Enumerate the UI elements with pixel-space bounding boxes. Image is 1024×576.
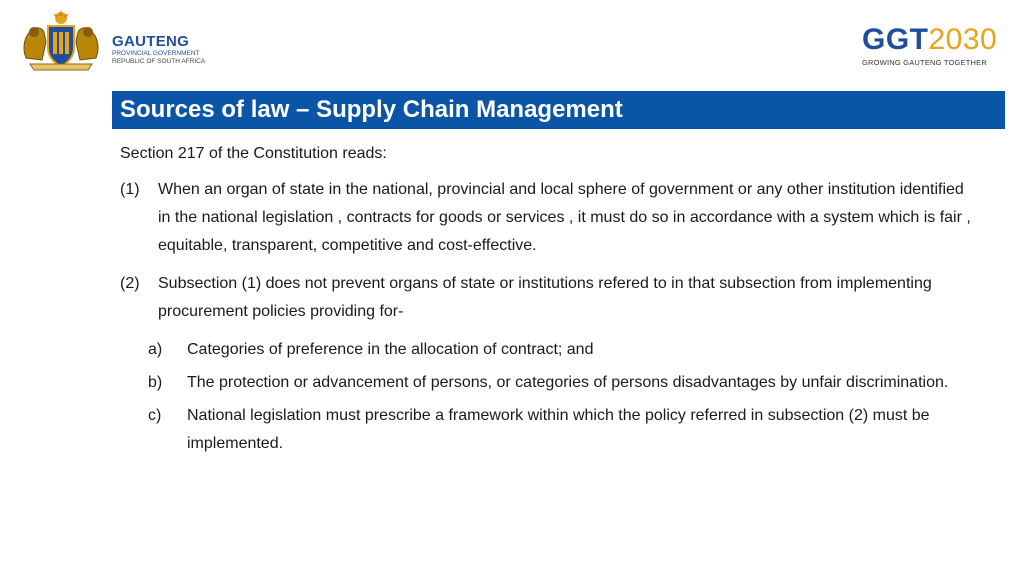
slide-body bbox=[120, 140, 980, 463]
item-text: When an organ of state in the national, provincial and local sphere of government or any other institution identified in the national legislation , contracts for goods or services , it must do so in accordance with a system which is fair , equitable, transparent, competitive and cost-effective. bbox=[158, 181, 971, 254]
gauteng-sub-line2: REPUBLIC OF SOUTH AFRICA bbox=[112, 58, 206, 65]
sub-list-item bbox=[120, 402, 980, 458]
gauteng-logo bbox=[16, 8, 206, 74]
gauteng-sub-line1: PROVINCIAL GOVERNMENT bbox=[112, 50, 200, 57]
sub-item-letter: c) bbox=[148, 407, 162, 424]
ggt-tagline: GROWING GAUTENG TOGETHER bbox=[862, 58, 987, 67]
sub-item-text: National legislation must prescribe a framework within which the policy referred in subsection (2) must be implemented. bbox=[187, 407, 930, 452]
item-text: Subsection (1) does not prevent organs of state or institutions refered to in that subsection from implementing procurement policies providing for- bbox=[158, 275, 932, 320]
item-number: (1) bbox=[120, 181, 140, 198]
list-item bbox=[120, 270, 980, 326]
list-item bbox=[120, 176, 980, 260]
sub-item-text: Categories of preference in the allocation of contract; and bbox=[187, 341, 594, 358]
title-bar bbox=[112, 91, 1005, 129]
sub-list-item bbox=[120, 369, 980, 397]
item-number: (2) bbox=[120, 275, 140, 292]
coat-of-arms-icon bbox=[16, 8, 106, 74]
sub-item-letter: a) bbox=[148, 341, 163, 358]
ggt2030-logo bbox=[862, 24, 1012, 74]
intro-text: Section 217 of the Constitution reads: bbox=[120, 145, 387, 162]
slide-title: Sources of law – Supply Chain Management bbox=[120, 96, 623, 123]
ggt2030-wordmark bbox=[862, 24, 1012, 56]
sub-item-letter: b) bbox=[148, 374, 163, 391]
sub-list-item bbox=[120, 336, 980, 364]
gauteng-name: GAUTENG bbox=[112, 33, 190, 50]
sub-item-text: The protection or advancement of persons, or categories of persons disadvantages by unfair discrimination. bbox=[187, 374, 949, 391]
ggt-year: 2030 bbox=[928, 23, 998, 56]
gauteng-wordmark bbox=[112, 34, 205, 66]
ggt-text: GGT bbox=[862, 23, 929, 56]
